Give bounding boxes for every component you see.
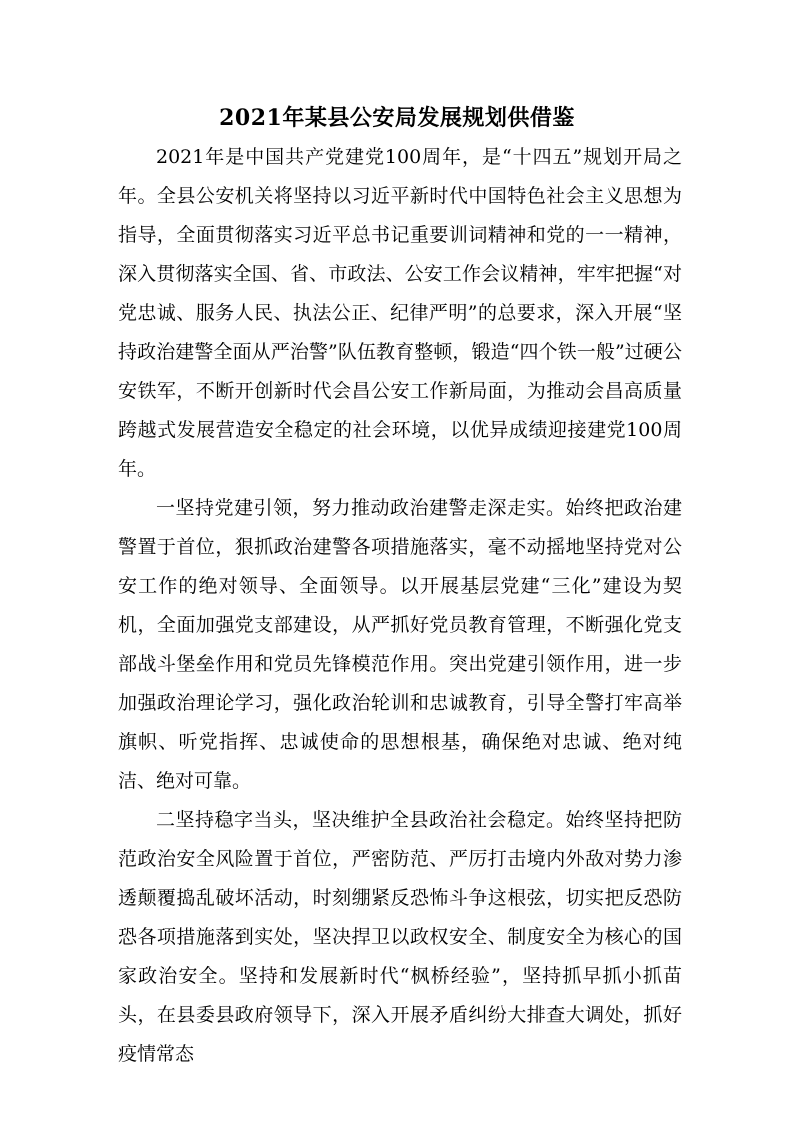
paragraph-1: 2021年是中国共产党建党100周年，是“十四五”规划开局之年。全县公安机关将坚持以习近平新时代中国特色社会主义思想为指导，全面贯彻落实习近平总书记重要训词精神和党的一一精神，深入贯彻落实全国、省、市政法、公安工作会议精神，牢牢把握“对党忠诚、服务人民、执法公正、纪律严明”的总要求，深入开展“坚持政治建警全面从严治警”队伍教育整顿，锻造“四个铁一般”过硬公安铁军，不断开创新时代会昌公安工作新局面，为推动会昌高质量跨越式发展营造安全稳定的社会环境，以优异成绩迎接建党100周年。 bbox=[118, 146, 682, 480]
paragraph-2: 一坚持党建引领，努力推动政治建警走深走实。始终把政治建警置于首位，狠抓政治建警各项措施落实，毫不动摇地坚持党对公安工作的绝对领导、全面领导。以开展基层党建“三化”建设为契机，全面加强党支部建设，从严抓好党员教育管理，不断强化党支部战斗堡垒作用和党员先锋模范作用。突出党建引领作用，进一步加强政治理论学习，强化政治轮训和忠诚教育，引导全警打牢高举旗帜、听党指挥、忠诚使命的思想根基，确保绝对忠诚、绝对纯洁、绝对可靠。 bbox=[118, 497, 682, 792]
document-title: 2021年某县公安局发展规划供借鉴 bbox=[219, 105, 575, 131]
document-body bbox=[118, 138, 682, 1074]
paragraph-3: 二坚持稳字当头，坚决维护全县政治社会稳定。始终坚持把防范政治安全风险置于首位，严密防范、严厉打击境内外敌对势力渗透颠覆捣乱破坏活动，时刻绷紧反恐怖斗争这根弦，切实把反恐防恐各项措施落到实处，坚决捍卫以政权安全、制度安全为核心的国家政治安全。坚持和发展新时代“枫桥经验”，坚持抓早抓小抓苗头，在县委县政府领导下，深入开展矛盾纠纷大排查大调处，抓好疫情常态 bbox=[118, 809, 682, 1065]
